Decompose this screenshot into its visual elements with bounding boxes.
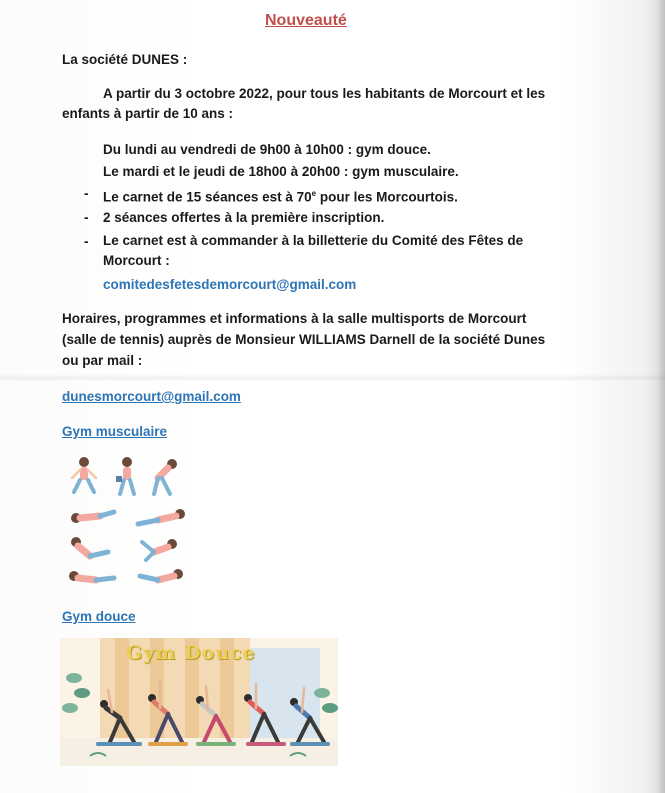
exercise-figure-icon <box>71 537 108 556</box>
bullet-order-line-1: Le carnet est à commander à la billetterie du Comité des Fêtes de <box>103 233 524 248</box>
plant-icon <box>62 673 90 713</box>
exercise-figure-icon <box>154 459 177 494</box>
exercise-figure-icon <box>138 509 185 524</box>
info-line-2: (salle de tennis) auprès de Monsieur WILLIAMS Darnell de la société Dunes <box>62 332 546 347</box>
intro-line-1: A partir du 3 octobre 2022, pour tous les habitants de Morcourt et les <box>103 86 546 101</box>
page-title: Nouveauté <box>265 12 347 29</box>
section-heading-gym-musculaire: Gym musculaire <box>62 424 168 439</box>
bullet-offer: 2 séances offertes à la première inscription. <box>103 210 385 225</box>
schedule-gym-douce: Du lundi au vendredi de 9h00 à 10h00 : gym douce. <box>103 142 431 157</box>
paper-edge-shadow <box>657 0 665 793</box>
info-line-3: ou par mail : <box>62 353 143 368</box>
exercise-figure-icon <box>71 512 114 523</box>
schedule-gym-musculaire: Le mardi et le jeudi de 18h00 à 20h00 : gym musculaire. <box>103 164 459 179</box>
exercise-figure-icon <box>116 457 134 494</box>
bullet-order-line-2: Morcourt : <box>103 253 170 268</box>
exercise-figure-icon <box>142 539 177 560</box>
intro-line-2: enfants à partir de 10 ans : <box>62 106 234 121</box>
gym-douce-banner <box>60 638 338 766</box>
bullet-dash: - <box>84 234 89 249</box>
paper-fold-line <box>0 374 665 382</box>
exercise-figure-icon <box>69 571 114 581</box>
info-line-1: Horaires, programmes et informations à la salle multisports de Morcourt <box>62 311 527 326</box>
bullet-dash: - <box>84 186 89 201</box>
company-intro: La société DUNES : <box>62 52 188 67</box>
bullet-dash: - <box>84 210 89 225</box>
committee-email-link[interactable]: comitedesfetesdemorcourt@gmail.com <box>103 277 357 292</box>
contact-email-link[interactable]: dunesmorcourt@gmail.com <box>62 389 241 404</box>
banner-title: Gym Douce <box>126 642 256 664</box>
exercise-figure-icon <box>140 569 183 580</box>
exercise-figure-icon <box>72 457 96 492</box>
bullet-carnet-price: Le carnet de 15 séances est à 70e pour les Morcourtois. <box>103 189 458 205</box>
section-heading-gym-douce: Gym douce <box>62 609 136 624</box>
gym-musculaire-illustration <box>62 452 192 592</box>
